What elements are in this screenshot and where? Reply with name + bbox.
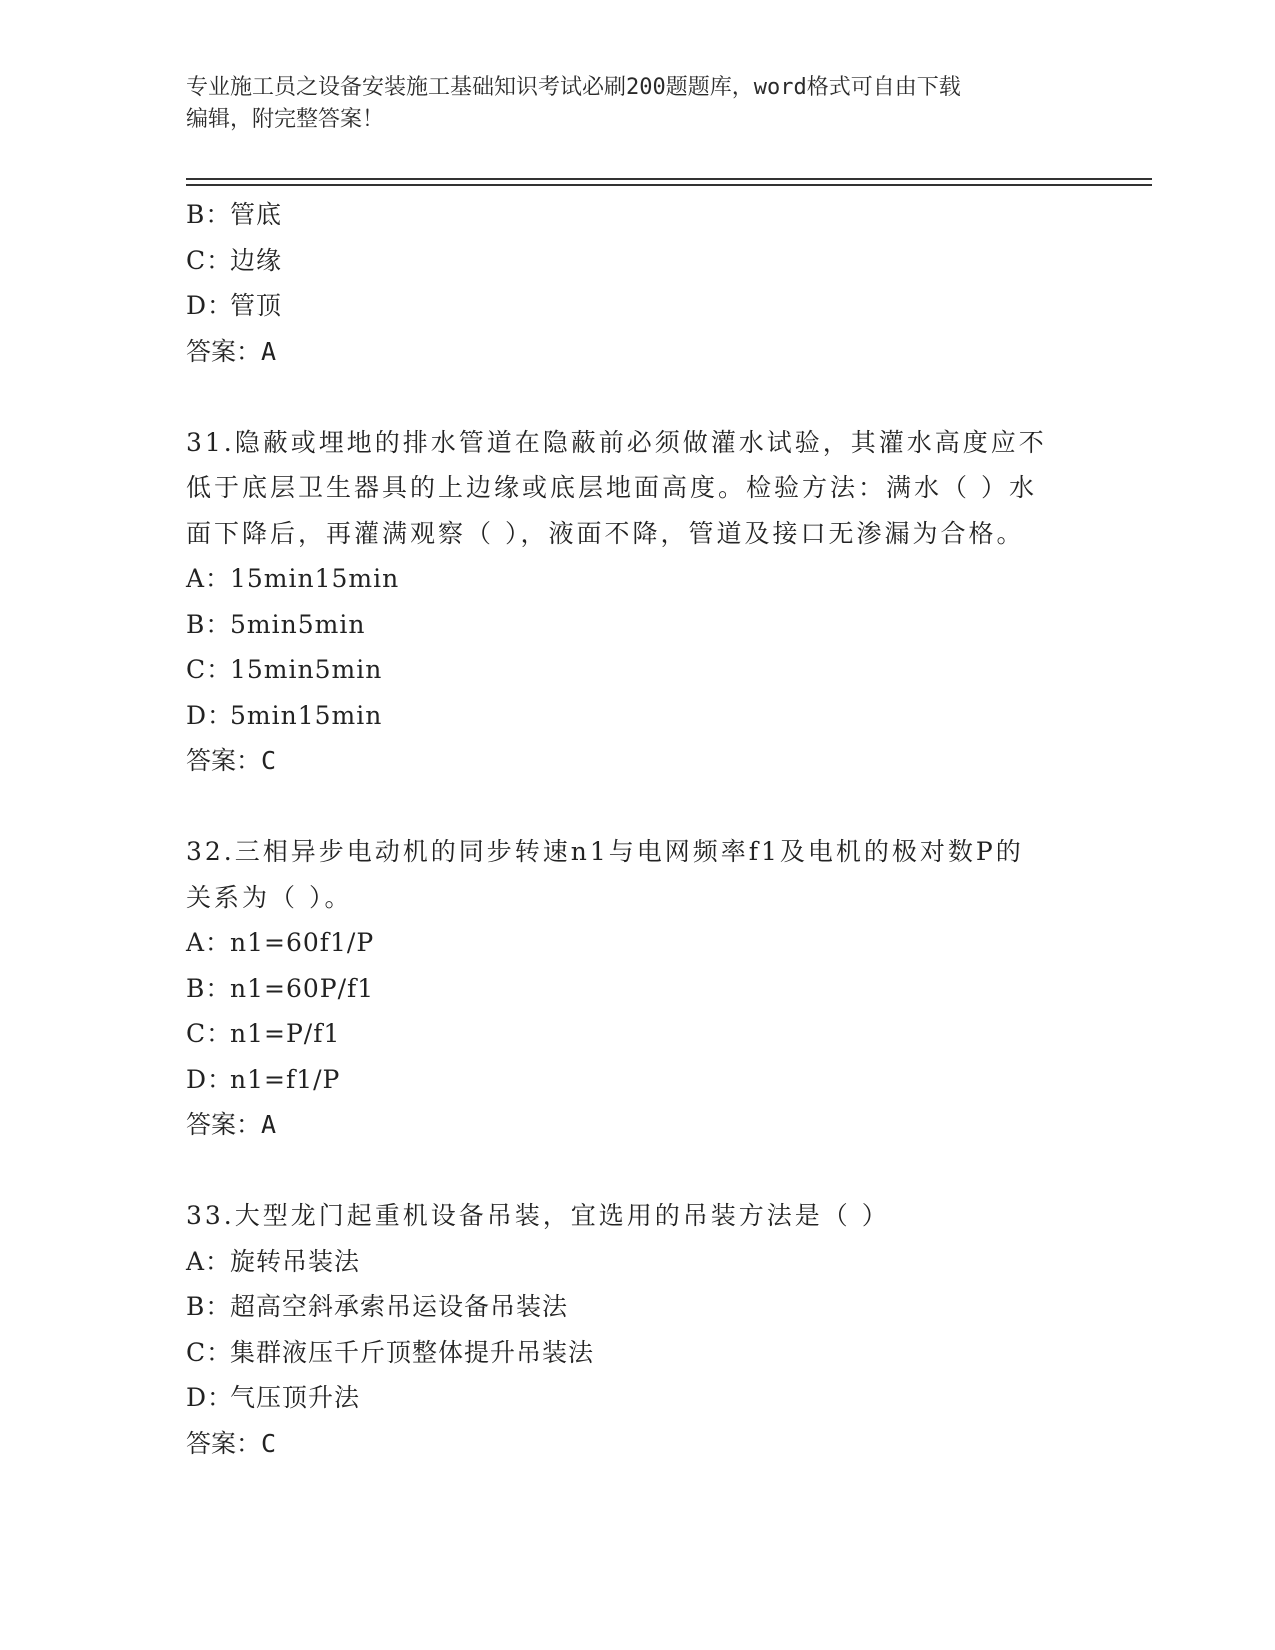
option-c: C：15min5min — [186, 655, 383, 684]
page-header — [186, 72, 1086, 136]
answer-line: 答案：A — [186, 336, 277, 366]
question-33 — [186, 1193, 1086, 1466]
option-c: C：边缘 — [186, 245, 283, 275]
option-d: D：5min15min — [186, 700, 383, 730]
header-divider-bottom — [186, 184, 1152, 186]
option-b: B：超高空斜承索吊运设备吊装法 — [186, 1292, 569, 1321]
option-d: D：管顶 — [186, 291, 283, 320]
question-text: 33.大型龙门起重机设备吊装，宜选用的吊装方法是（ ） — [186, 1201, 890, 1230]
option-d: D：n1=f1/P — [186, 1064, 341, 1094]
option-b: B：5min5min — [186, 609, 366, 639]
header-line-2: 编辑，附完整答案！ — [186, 107, 385, 132]
answer-line: 答案：C — [186, 1428, 277, 1458]
header-divider-top — [186, 178, 1152, 180]
question-32 — [186, 829, 1086, 1148]
question-text: 32.三相异步电动机的同步转速n1与电网频率f1及电机的极对数P的 关系为（ ）。 — [186, 837, 1024, 912]
question-text: 31.隐蔽或埋地的排水管道在隐蔽前必须做灌水试验，其灌水高度应不 低于底层卫生器具的上边缘或底层地面高度。检验方法：满水（ ）水 面下降后，再灌满观察（ ），液面不降，管道及接口无渗漏为合格。 — [186, 427, 1047, 548]
option-d: D：气压顶升法 — [186, 1383, 361, 1412]
option-c: C：n1=P/f1 — [186, 1019, 341, 1048]
answer-line: 答案：A — [186, 1110, 277, 1139]
question-31 — [186, 420, 1086, 784]
option-b: B：管底 — [186, 200, 283, 229]
option-a: A：15min15min — [186, 564, 400, 593]
option-a: A：n1=60f1/P — [186, 928, 375, 957]
document-body — [186, 192, 1086, 1466]
option-c: C：集群液压千斤顶整体提升吊装法 — [186, 1337, 595, 1367]
header-line-1: 专业施工员之设备安装施工基础知识考试必刷200题题库，word格式可自由下载 — [186, 75, 961, 100]
prev-question — [186, 192, 1086, 374]
option-a: A：旋转吊装法 — [186, 1246, 361, 1276]
answer-line: 答案：C — [186, 746, 277, 775]
option-b: B：n1=60P/f1 — [186, 973, 375, 1003]
